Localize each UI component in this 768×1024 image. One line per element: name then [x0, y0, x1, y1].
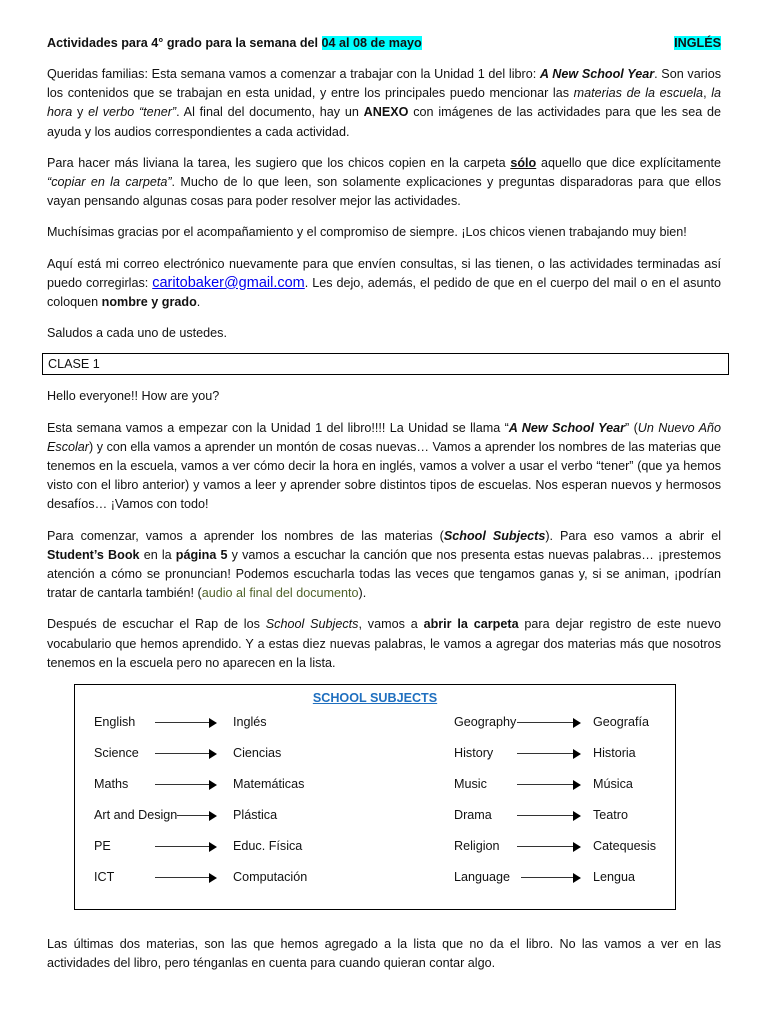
subject-spanish: Geografía — [593, 715, 650, 729]
text-run: página 5 — [175, 547, 228, 562]
audio-note: audio al final del documento — [201, 586, 359, 601]
text-run: Esta semana vamos a empezar con la Unidad 1 del libro!!!! La Unidad se llama “ — [47, 420, 509, 435]
school-subjects-title: SCHOOL SUBJECTS — [312, 691, 438, 705]
intro-paragraph-5 — [47, 324, 721, 343]
text-run: . — [196, 295, 201, 310]
text-run: el verbo “tener” — [88, 105, 177, 120]
text-run: . Les dejo, además, el pedido de que en el cuerpo del mail o en el asunto coloquen — [47, 275, 721, 310]
subject-spanish: Lengua — [593, 870, 636, 884]
header-title: Actividades para 4° grado para la semana del — [47, 36, 322, 50]
subject-english: Music — [454, 777, 487, 791]
text-run: Student’s Book — [47, 547, 140, 562]
document-header — [47, 36, 721, 54]
date-highlight: 04 al 08 de mayo — [321, 36, 422, 50]
subject-spanish: Matemáticas — [233, 777, 305, 791]
text-run: . Mucho de lo que leen, son solamente explicaciones y preguntas disparadoras para que ellos vayan pensando algunas cosas para poder resolver mejor las actividades. — [47, 175, 721, 209]
subject-english: History — [454, 746, 494, 760]
text-run: y — [72, 105, 89, 120]
subject-spanish: Educ. Física — [233, 839, 303, 853]
text-run: ANEXO — [363, 105, 409, 120]
subject-english: Drama — [454, 808, 492, 822]
text-run: ) y con ella vamos a aprender un montón de cosas nuevas… Vamos a aprender los nombres de las materias que tenemos en la escuela, vamos a ver cómo decir la hora en inglés, vamos a volver a usar el verbo “tener” (que ya hemos visto con el libro anterior) y vamos a leer y aprender sobre distintos tipos de escuelas. Nos esperan nuevos y hermosos desafíos… ¡Vamos con todo! — [47, 439, 721, 512]
text-run: aquello que dice explícitamente — [536, 155, 721, 170]
document-page — [47, 36, 721, 685]
text-run: Después de escuchar el Rap de los — [47, 617, 266, 632]
subject-label: INGLÉS — [674, 36, 721, 50]
text-run: ). Para eso vamos a abrir el — [545, 528, 721, 543]
clase-paragraph-4 — [47, 615, 721, 673]
school-subjects-table — [74, 684, 676, 910]
text-run: y vamos a escuchar la canción que nos presenta estas nuevas palabras… ¡prestemos atención a cómo se pronuncian! Podemos escucharla todas las veces que tengamos ganas y, si se animan, ¡podrían tratar de cantarla también! ( — [47, 547, 722, 601]
text-run: para dejar registro de este nuevo vocabulario que hemos aprendido. Y a estas diez nuevas palabras, le vamos a agregar dos materias más que nosotros tenemos en la escuela pero no aparecen en la lista. — [47, 617, 721, 670]
text-run: Para comenzar, vamos a aprender los nombres de las materias ( — [47, 528, 444, 543]
subject-english: Geography — [454, 715, 517, 729]
email-link[interactable]: caritobaker@gmail.com — [152, 274, 305, 291]
subject-spanish: Computación — [233, 870, 308, 884]
text-run: A New School Year — [539, 67, 655, 81]
right-arrow-icon — [521, 873, 581, 883]
clase-heading-box — [42, 353, 729, 375]
text-run: en la — [139, 547, 176, 562]
right-arrow-icon — [517, 780, 581, 790]
clase-paragraph-2 — [47, 419, 721, 515]
text-run: ). — [358, 586, 367, 601]
text-run: Un Nuevo Año Escolar — [47, 420, 721, 454]
text-run: Para hacer más liviana la tarea, les sugiero que los chicos copien en la carpeta — [47, 155, 511, 170]
text-run: sólo — [510, 155, 537, 170]
subject-english: English — [94, 715, 136, 729]
text-run: . Son varios los contenidos que se trabajan en esta unidad, y entre los principales puedo mencionar las — [47, 67, 721, 101]
text-run: Muchísimas gracias por el acompañamiento y el compromiso de siempre. ¡Los chicos vienen trabajando muy bien! — [47, 225, 687, 240]
text-run: A New School Year — [508, 420, 626, 435]
subject-english: Science — [94, 746, 139, 760]
clase-label: CLASE 1 — [48, 357, 100, 372]
subject-spanish: Inglés — [233, 715, 267, 729]
clase-paragraph-1 — [47, 387, 721, 406]
text-run: Las últimas dos materias, son las que hemos agregado a la lista que no da el libro. No las vamos a ver en las actividades del libro, pero ténganlas en cuenta para cuando quieran contar algo. — [47, 937, 721, 971]
right-arrow-icon — [177, 811, 217, 821]
right-arrow-icon — [155, 718, 217, 728]
text-run: Saludos a cada uno de ustedes. — [47, 326, 227, 341]
subject-english: Maths — [94, 777, 129, 791]
text-run: nombre y grado — [101, 295, 197, 310]
text-run: , — [703, 86, 712, 101]
subject-spanish: Historia — [593, 746, 636, 760]
intro-paragraph-2 — [47, 154, 721, 212]
clase-paragraph-3 — [47, 527, 721, 604]
text-run: la hora — [47, 86, 722, 120]
text-run: School Subjects — [265, 617, 359, 632]
subject-english: ICT — [94, 870, 115, 884]
text-run: School Subjects — [443, 528, 546, 543]
text-run: , vamos a — [358, 617, 424, 632]
right-arrow-icon — [517, 749, 581, 759]
subject-spanish: Ciencias — [233, 746, 282, 760]
text-run: “copiar en la carpeta” — [47, 175, 172, 190]
right-arrow-icon — [517, 718, 581, 728]
right-arrow-icon — [155, 842, 217, 852]
text-run: ” ( — [625, 420, 638, 435]
right-arrow-icon — [517, 842, 581, 852]
right-arrow-icon — [155, 873, 217, 883]
right-arrow-icon — [155, 749, 217, 759]
right-arrow-icon — [155, 780, 217, 790]
text-run: con imágenes de las actividades para que les sea de ayuda y los audios correspondientes a cada actividad. — [47, 105, 721, 139]
subject-english: Art and Design — [94, 808, 178, 822]
subject-spanish: Teatro — [593, 808, 629, 822]
text-run: materias de la escuela — [573, 86, 704, 101]
intro-paragraph-4 — [47, 255, 721, 313]
subject-english: Language — [454, 870, 511, 884]
closing-paragraph — [47, 935, 721, 973]
text-run: Hello everyone!! How are you? — [47, 389, 220, 404]
subjects-grid — [75, 685, 677, 911]
subject-spanish: Música — [593, 777, 633, 791]
subject-spanish: Catequesis — [593, 839, 657, 853]
intro-paragraph-3 — [47, 223, 721, 242]
right-arrow-icon — [517, 811, 581, 821]
subject-english: Religion — [454, 839, 500, 853]
subject-english: PE — [94, 839, 111, 853]
closing-section — [47, 935, 721, 985]
text-run: Queridas familias: Esta semana vamos a comenzar a trabajar con la Unidad 1 del libro: — [47, 67, 540, 81]
text-run: . Al final del documento, hay un — [176, 105, 364, 120]
subject-spanish: Plástica — [233, 808, 278, 822]
text-run: Aquí está mi correo electrónico nuevamente para que envíen consultas, si las tienen, o las actividades terminadas así puedo corregirlas: — [47, 256, 721, 290]
text-run: abrir la carpeta — [423, 617, 519, 632]
intro-paragraph-1 — [47, 65, 721, 142]
